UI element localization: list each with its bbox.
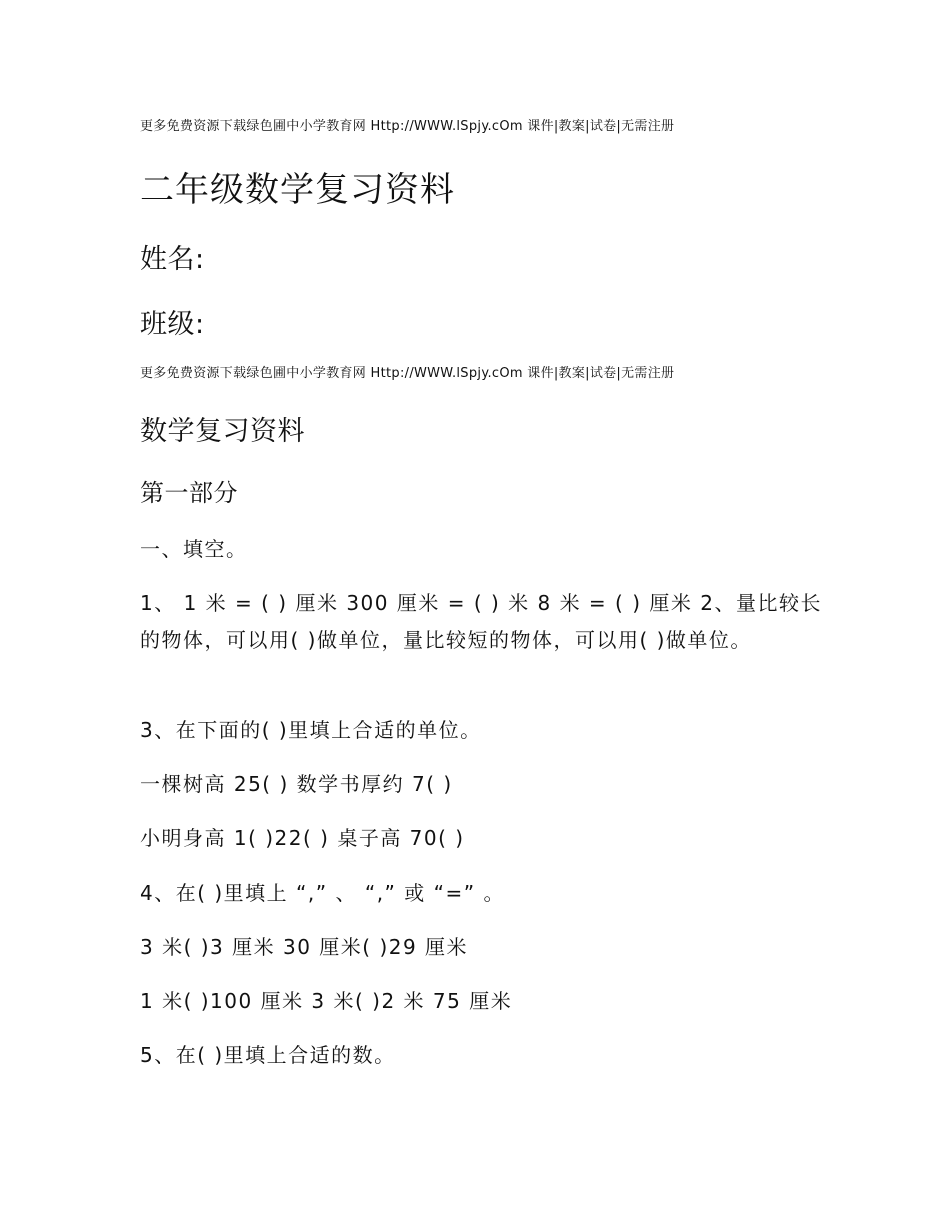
question-line-2: 的物体，可以用( )做单位，量比较短的物体，可以用( )做单位。 — [140, 628, 752, 652]
name-field-label: 姓名: — [140, 244, 205, 275]
header-resource-note: 更多免费资源下载绿色圃中小学教育网 Http://WWW.lSpjy.cOm 课件|教案|试卷|无需注册 — [140, 119, 675, 134]
question-line-3: 3、在下面的( )里填上合适的单位。 — [140, 718, 482, 742]
header-resource-note-repeat: 更多免费资源下载绿色圃中小学教育网 Http://WWW.lSpjy.cOm 课件|教案|试卷|无需注册 — [140, 366, 675, 381]
document-title: 二年级数学复习资料 — [140, 170, 455, 210]
question-line-4: 一棵树高 25( ) 数学书厚约 7( ) — [140, 772, 453, 796]
class-field-label: 班级: — [140, 309, 205, 340]
question-line-5: 小明身高 1( )22( ) 桌子高 70( ) — [140, 826, 465, 850]
section-heading-fill-in: 一、填空。 — [140, 537, 248, 561]
part-heading: 第一部分 — [140, 479, 238, 507]
question-line-1: 1、 1 米 = ( ) 厘米 300 厘米 = ( ) 米 8 米 = ( ) 厘米 2、量比较长 — [140, 591, 822, 615]
question-line-9: 5、在( )里填上合适的数。 — [140, 1043, 396, 1067]
question-line-8: 1 米( )100 厘米 3 米( )2 米 75 厘米 — [140, 989, 513, 1013]
question-line-6: 4、在( )里填上 “,” 、 “,” 或 “=” 。 — [140, 881, 505, 905]
content-subtitle: 数学复习资料 — [140, 416, 305, 447]
question-line-7: 3 米( )3 厘米 30 厘米( )29 厘米 — [140, 935, 469, 959]
